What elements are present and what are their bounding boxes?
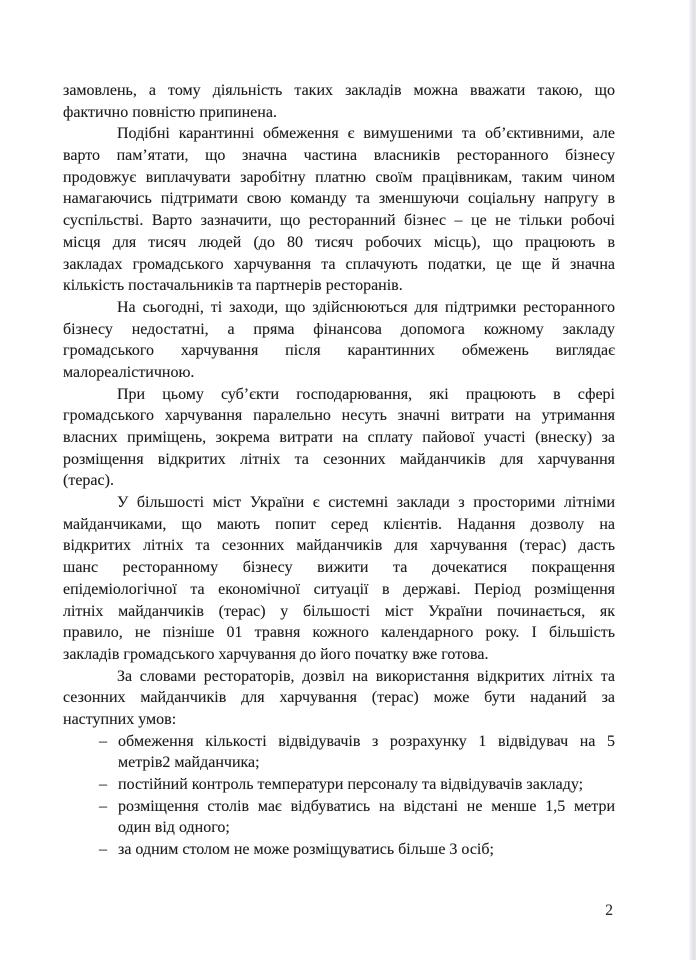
text-line: У більшості міст України є системні заклади з просторими літніми xyxy=(117,494,615,512)
text-line: На сьогодні, ті заходи, що здійснюються для підтримки ресторанного xyxy=(117,298,615,316)
text-line: намагаючись підтримати свою команду та зменшуючи соціальну напругу в xyxy=(63,190,615,208)
paragraph xyxy=(63,384,615,492)
text-line: малореалістичною. xyxy=(63,363,195,381)
text-line: варто пам’ятати, що значна частина власників ресторанного бізнесу xyxy=(63,147,615,165)
text-line: фактично повністю припинена. xyxy=(63,103,277,121)
bullet-item xyxy=(63,796,615,839)
text-line: закладах громадського харчування та сплачують податки, це ще й значна xyxy=(63,255,615,273)
bullet-item xyxy=(63,774,615,796)
text-line: закладів громадського харчування до його початку вже готова. xyxy=(63,645,489,663)
paragraph xyxy=(63,666,615,731)
text-line: шанс ресторанному бізнесу вижити та дочекатися покращення xyxy=(63,559,615,577)
paragraph xyxy=(63,80,615,123)
text-line: власних приміщень, зокрема витрати на сплату пайової участі (внеску) за xyxy=(63,429,615,446)
text-line: постійний контроль температури персоналу та відвідувачів закладу; xyxy=(118,776,584,793)
bullet-dash-marker: – xyxy=(99,841,107,859)
text-line: розміщення столів має відбуватись на відстані не менше 1,5 метри xyxy=(118,797,615,815)
bullet-dash-marker: – xyxy=(99,776,107,793)
text-line: бізнесу недостатні, а пряма фінансова допомога кожному закладу xyxy=(63,320,615,338)
text-line: Подібні карантинні обмеження є вимушеними та об’єктивними, але xyxy=(117,125,615,143)
text-line: наступних умов: xyxy=(63,710,177,728)
text-line: продовжує виплачувати заробітну платню своїм працівникам, таким чином xyxy=(63,168,615,186)
paragraph xyxy=(63,297,615,384)
scan-edge-shadow xyxy=(689,0,696,960)
paragraph xyxy=(63,492,615,666)
text-line: один від одного; xyxy=(118,819,230,837)
bullet-dash-marker: – xyxy=(99,797,107,815)
text-line: метрів2 майданчика; xyxy=(118,754,260,772)
paragraph xyxy=(63,123,615,297)
text-line: суспільстві. Варто зазначити, що ресторанний бізнес – це не тільки робочі xyxy=(63,212,615,230)
text-block xyxy=(63,80,615,861)
text-line: громадського харчування паралельно несуть значні витрати на утримання xyxy=(63,407,615,425)
text-line: епідеміологічної та економічної ситуації в державі. Період розміщення xyxy=(63,580,615,598)
page-number: 2 xyxy=(605,902,613,919)
text-line: розміщення відкритих літніх та сезонних майданчиків для харчування xyxy=(63,450,615,468)
text-line: При цьому суб’єкти господарювання, які працюють в сфері xyxy=(117,385,615,403)
text-line: За словами рестораторів, дозвіл на використання відкритих літніх та xyxy=(117,667,615,685)
text-line: відкритих літніх та сезонних майданчиків для харчування (терас) дасть xyxy=(63,537,615,555)
text-line: громадського харчування після карантинних обмежень виглядає xyxy=(63,342,615,360)
text-line: місця для тисяч людей (до 80 тисяч робочих місць), що працюють в xyxy=(63,233,615,251)
text-line: кількість постачальників та партнерів ресторанів. xyxy=(63,277,403,295)
text-line: літніх майданчиків (терас) у більшості міст України починається, як xyxy=(63,602,615,620)
text-line: замовлень, а тому діяльність таких закладів можна вважати такою, що xyxy=(63,82,615,99)
text-line: обмеження кількості відвідувачів з розрахунку 1 відвідувач на 5 xyxy=(118,732,615,750)
text-line: правило, не пізніше 01 травня кожного календарного року. І більшість xyxy=(63,624,615,642)
bullet-dash-marker: – xyxy=(99,732,107,750)
text-line: майданчиками, що мають попит серед клієнтів. Надання дозволу на xyxy=(63,515,615,533)
bullet-item xyxy=(63,731,615,774)
text-line: сезонних майданчиків для харчування (терас) може бути наданий за xyxy=(63,689,615,707)
text-line: за одним столом не може розміщуватись більше 3 осіб; xyxy=(118,841,494,859)
bullet-item xyxy=(63,839,615,861)
text-line: (терас). xyxy=(63,472,114,490)
